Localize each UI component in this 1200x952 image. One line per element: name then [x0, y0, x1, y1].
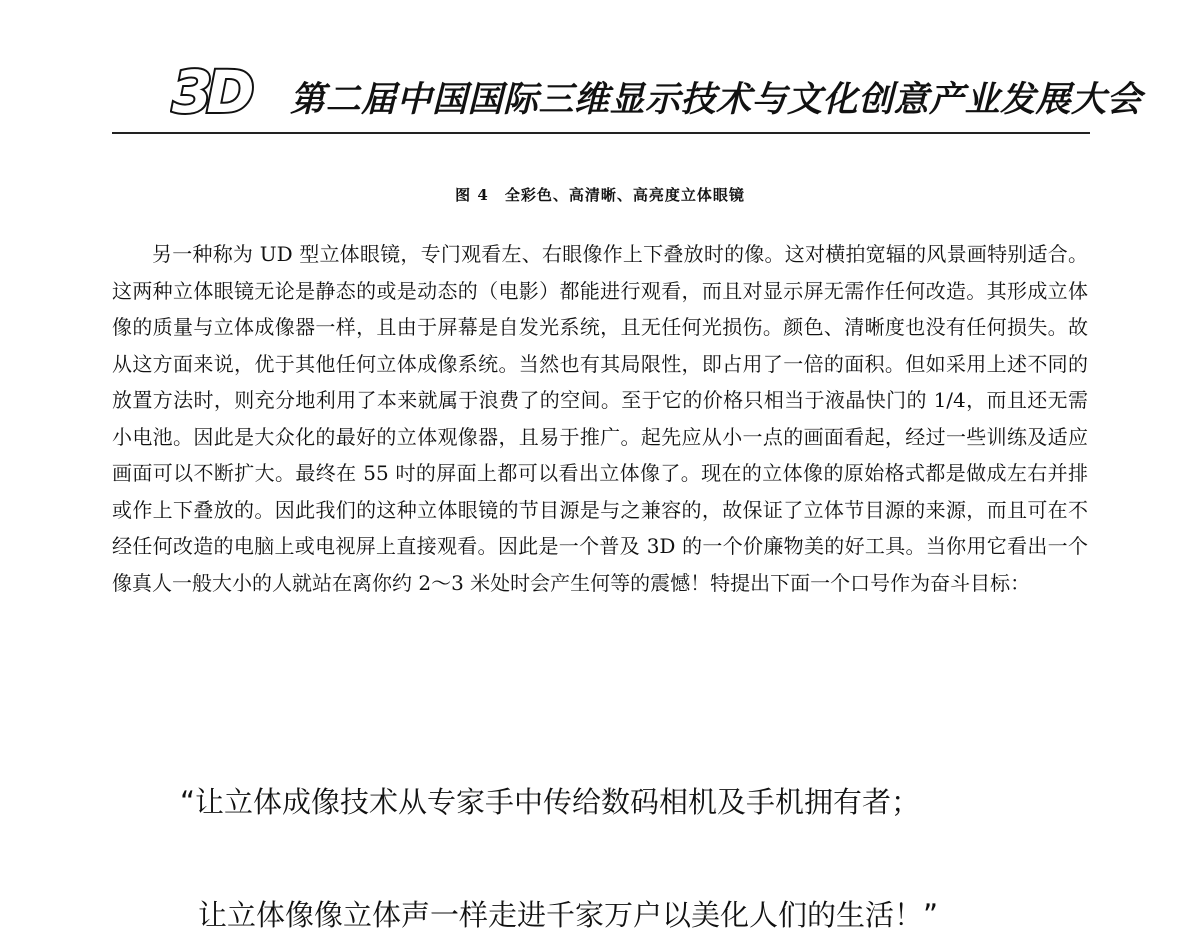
header-divider: [112, 132, 1090, 134]
3d-logo: [170, 62, 280, 120]
slogan-line-2: 让立体像像立体声一样走进千家万户以美化人们的生活！”: [198, 898, 939, 932]
slogan-line-1: “让立体成像技术从专家手中传给数码相机及手机拥有者；: [180, 785, 921, 819]
body-paragraph: 另一种称为 UD 型立体眼镜，专门观看左、右眼像作上下叠放时的像。这对横拍宽辐的风景画特别适合。这两种立体眼镜无论是静态的或是动态的（电影）都能进行观看，而且对显示屏无需作任何改造。其形成立体像的质量与立体成像器一样，且由于屏幕是自发光系统，且无任何光损伤。颜色、清晰度也没有任何损失。故从这方面来说，优于其他任何立体成像系统。当然也有其局限性，即占用了一倍的面积。但如采用上述不同的放置方法时，则充分地利用了本来就属于浪费了的空间。至于它的价格只相当于液晶快门的 1/4，而且还无需小电池。因此是大众化的最好的立体观像器，且易于推广。起先应从小一点的画面看起，经过一些训练及适应画面可以不断扩大。最终在 55 吋的屏面上都可以看出立体像了。现在的立体像的原始格式都是做成左右并排或作上下叠放的。因此我们的这种立体眼镜的节目源是与之兼容的，故保证了立体节目源的来源，而且可在不经任何改造的电脑上或电视屏上直接观看。因此是一个普及 3D 的一个价廉物美的好工具。当你用它看出一个像真人一般大小的人就站在离你约 2～3 米处时会产生何等的震憾！特提出下面一个口号作为奋斗目标：: [112, 242, 1088, 595]
page-header: [170, 62, 1143, 122]
3d-logo-text: 3D: [172, 62, 249, 120]
conference-title: 第二届中国国际三维显示技术与文化创意产业发展大会: [290, 80, 1143, 120]
figure-caption: 图 4 全彩色、高清晰、高亮度立体眼镜: [455, 186, 745, 204]
